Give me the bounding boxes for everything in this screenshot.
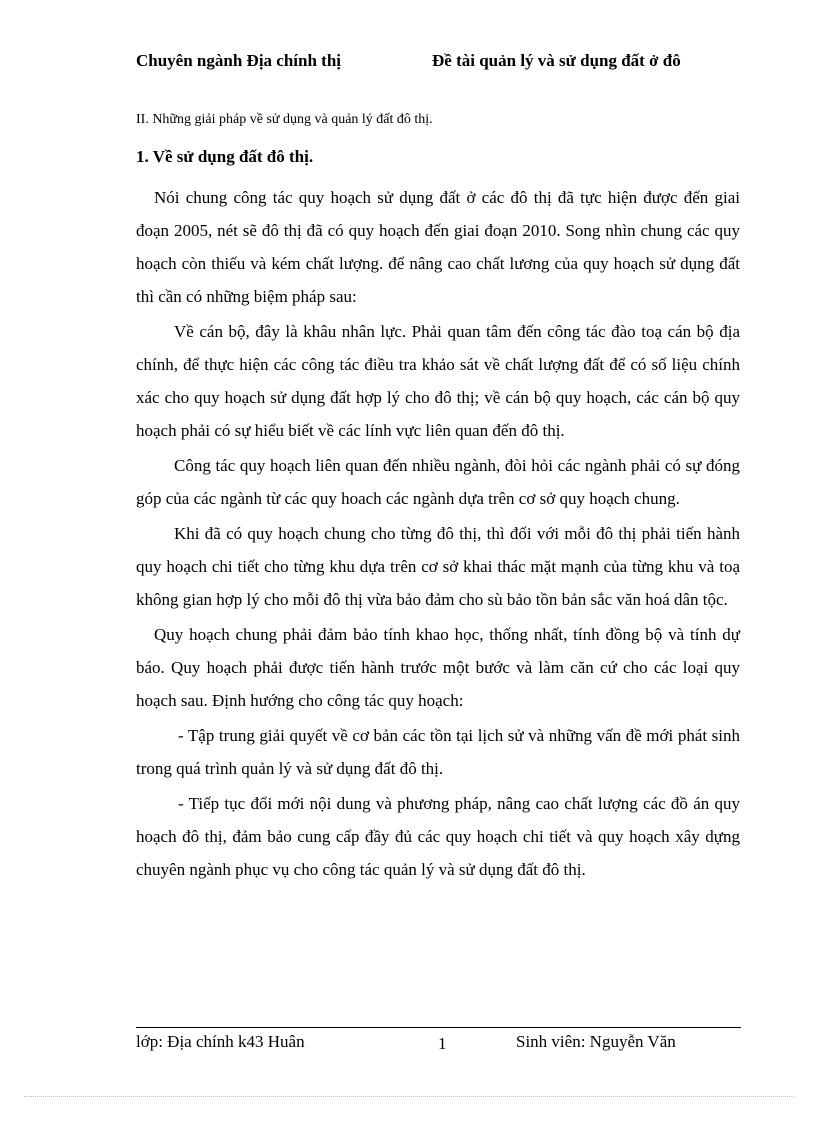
sub-heading: 1. Về sử dụng đất đô thị. <box>136 147 314 166</box>
section-heading: II. Những giải pháp về sử dụng và quản lý đất đô thị. <box>136 112 433 127</box>
paragraph: Về cán bộ, đây là khâu nhân lực. Phải quan tâm đến công tác đào toạ cán bộ địa chính, để thực hiện các công tác điều tra khảo sát về chất lượng đất để có số liệu chính xác cho quy hoạch sử dụng đất hợp lý cho đô thị; về cán bộ quy hoạch, các cán bộ quy hoạch phải có sự hiểu biết về các lính vực liên quan đến đô thị. <box>136 322 740 440</box>
header-right: Đề tài quản lý và sử dụng đất ở đô <box>432 51 681 70</box>
page-number: 1 <box>438 1034 447 1053</box>
footer-right: Sinh viên: Nguyễn Văn <box>516 1032 676 1051</box>
paragraph: Khi đã có quy hoạch chung cho từng đô thị, thì đối với mỗi đô thị phải tiến hành quy hoạch chi tiết cho từng khu dựa trên cơ sở khai thác mặt mạnh của từng khu và toạ không gian hợp lý cho mỗi đô thị vừa bảo đảm cho sù bảo tồn bản sắc văn hoá dân tộc. <box>136 524 740 609</box>
page-edge-divider <box>24 1096 794 1097</box>
header-left: Chuyên ngành Địa chính thị <box>136 51 342 70</box>
footer-divider <box>136 1027 741 1028</box>
bullet-paragraph: - Tiếp tục đổi mới nội dung và phương pháp, nâng cao chất lượng các đồ án quy hoạch đô thị, đảm bảo cung cấp đầy đủ các quy hoạch chi tiết và quy hoạch xây dựng chuyên ngành phục vụ cho công tác quản lý và sử dụng đất đô thị. <box>136 794 740 879</box>
paragraph: Nói chung công tác quy hoạch sử dụng đất ở các đô thị đã tực hiện được đến giai đoạn 2005, nét sẽ đô thị đã có quy hoạch đến giai đoạn 2010. Song nhìn chung các quy hoạch còn thiếu và kém chất lượng. để nâng cao chất lương của quy hoạch sử dụng đất thì cần có những biệm pháp sau: <box>136 188 740 306</box>
bullet-paragraph: - Tập trung giải quyết về cơ bản các tồn tại lịch sử và những vấn đề mới phát sinh trong quá trình quản lý và sử dụng đất đô thị. <box>136 726 740 778</box>
paragraph: Quy hoạch chung phải đảm bảo tính khao học, thống nhất, tính đồng bộ và tính dự báo. Quy hoạch phải được tiến hành trước một bước và làm căn cứ cho các loại quy hoạch sau. Định hướng cho công tác quy hoạch: <box>136 625 740 710</box>
footer-left: lớp: Địa chính k43 Huân <box>136 1032 305 1051</box>
body-text <box>136 181 740 888</box>
paragraph: Công tác quy hoạch liên quan đến nhiều ngành, đòi hỏi các ngành phải có sự đóng góp của các ngành từ các quy hoach các ngành dựa trên cơ sở quy hoạch chung. <box>136 456 740 508</box>
